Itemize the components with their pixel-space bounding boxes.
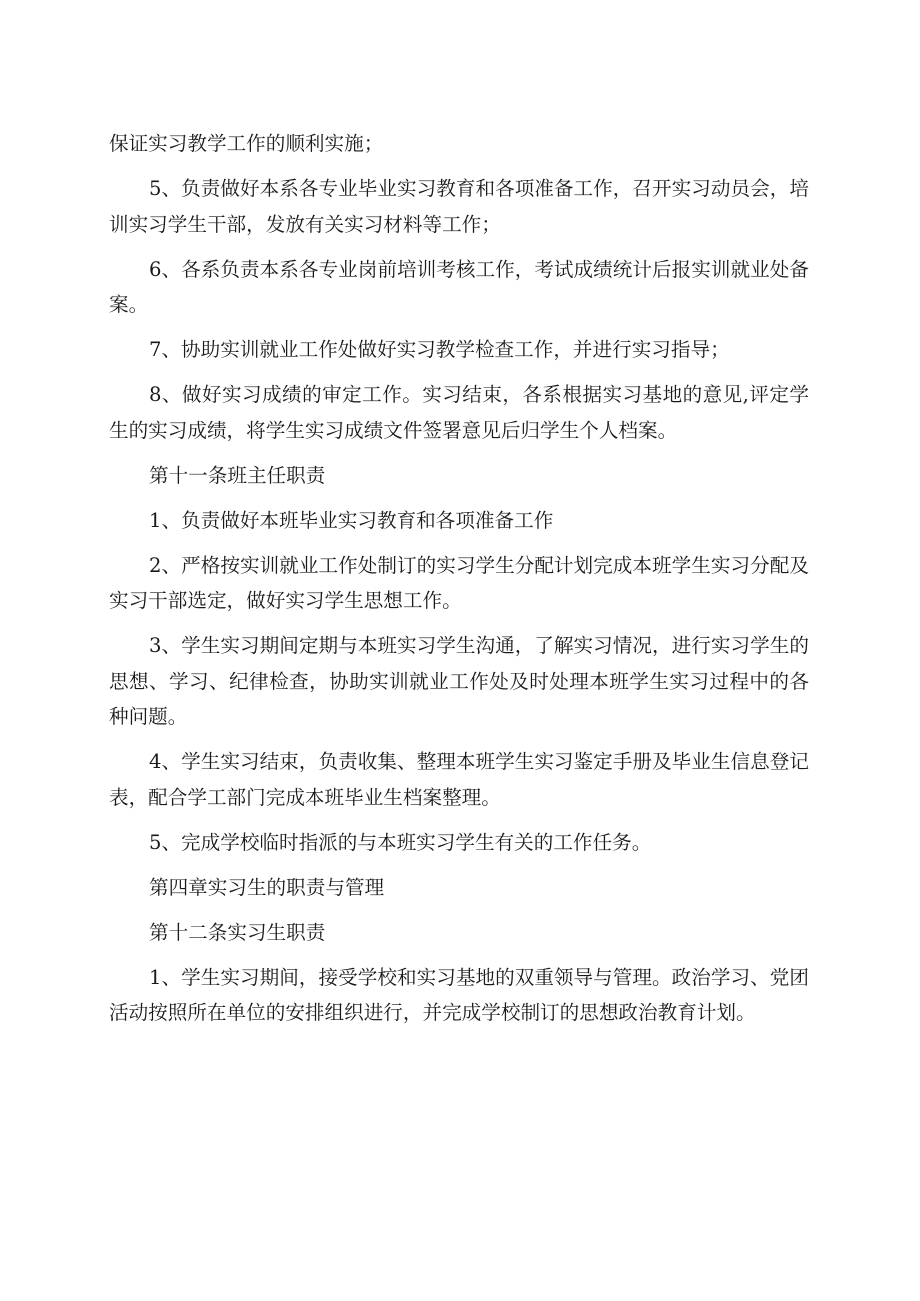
chapter-heading: 第四章实习生的职责与管理 (149, 875, 385, 899)
paragraph: 1、学生实习期间，接受学校和实习基地的双重领导与管理。政治学习、党团活动按照所在单位的安排组织进行，并完成学校制订的思想政治教育计划。 (109, 965, 809, 1024)
paragraph: 6、各系负责本系各专业岗前培训考核工作，考试成绩统计后报实训就业处备案。 (109, 257, 809, 316)
paragraph: 1、负责做好本班毕业实习教育和各项准备工作 (149, 508, 554, 532)
paragraph: 保证实习教学工作的顺利实施； (109, 132, 384, 155)
paragraph: 8、做好实习成绩的审定工作。实习结束，各系根据实习基地的意见,评定学生的实习成绩，将学生实习成绩文件签署意见后归学生个人档案。 (109, 383, 809, 442)
document-body (109, 126, 809, 1040)
paragraph: 5、完成学校临时指派的与本班实习学生有关的工作任务。 (149, 830, 652, 854)
paragraph: 4、学生实习结束，负责收集、整理本班学生实习鉴定手册及毕业生信息登记表，配合学工部门完成本班毕业生档案整理。 (109, 750, 809, 809)
paragraph: 7、协助实训就业工作处做好实习教学检查工作，并进行实习指导； (149, 338, 730, 361)
section-heading: 第十二条实习生职责 (149, 920, 326, 944)
paragraph: 5、负责做好本系各专业毕业实习教育和各项准备工作，召开实习动员会，培训实习学生干部，发放有关实习材料等工作； (109, 177, 809, 236)
paragraph: 3、学生实习期间定期与本班实习学生沟通，了解实习情况，进行实习学生的思想、学习、纪律检查，协助实训就业工作处及时处理本班学生实习过程中的各种问题。 (109, 634, 809, 728)
paragraph: 2、严格按实训就业工作处制订的实习学生分配计划完成本班学生实习分配及实习干部选定，做好实习学生思想工作。 (109, 553, 809, 612)
section-heading: 第十一条班主任职责 (149, 463, 326, 487)
